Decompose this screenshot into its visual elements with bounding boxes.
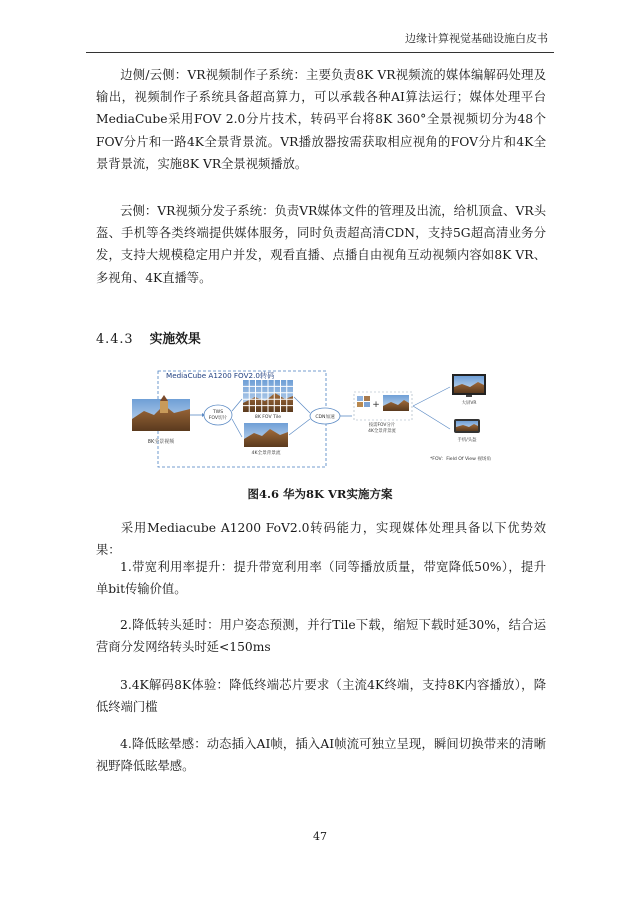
list-item-1 [96, 556, 546, 600]
plus-sign: + [372, 400, 380, 410]
section-heading [96, 328, 201, 347]
paragraph-cloud [96, 200, 546, 289]
paragraph-cloud-text: 云侧：VR视频分发子系统：负责VR媒体文件的管理及出流，给机顶盒、VR头盔、手机等各类终端提供媒体服务，同时负责超高清CDN，支持5G超高清业务分发，支持大规模稳定用户并发，观看直播、点播自由视角互动视频内容如8K VR、多视角、4K直播等。 [96, 204, 546, 285]
paragraph-edge [96, 64, 546, 175]
source-label: 8K全景视频 [147, 439, 175, 445]
tws-node [204, 405, 232, 425]
phone-device [454, 419, 480, 433]
arrow-7 [413, 387, 450, 406]
fov-subset-tiles [357, 396, 370, 407]
cdn-label: CDN加速 [315, 415, 335, 420]
page-number: 47 [313, 830, 327, 843]
arrow-3 [232, 419, 242, 437]
list-item-2-text: 2.降低转头延时：用户姿态预测，并行Tile下载，缩短下载时延30%，结合运营商分发网络转头时延<150ms [96, 618, 546, 655]
fov-label: 按需FOV分片 [368, 423, 396, 428]
figure-note: *FOV：Field Of View 视场角 [430, 457, 492, 462]
running-header: 边缘计算视觉基础设施白皮书 [405, 32, 548, 45]
header-rule [86, 52, 554, 53]
tws-label-2: FOV切片 [208, 416, 228, 421]
list-item-4-text: 4.降低眩晕感：动态插入AI帧，插入AI帧流可独立呈现，瞬间切换带来的清晰视野降低眩晕感。 [96, 737, 546, 774]
list-item-3 [96, 674, 546, 718]
arrow-5 [289, 419, 310, 435]
bundle-bg-image [383, 395, 409, 411]
arrow-8 [413, 406, 450, 429]
tile-label: 8K FOV Tile [254, 415, 282, 420]
figure-title: MediaCube A1200 FOV2.0转码 [166, 371, 275, 380]
tv-device [452, 374, 486, 397]
arrow-2 [232, 399, 242, 411]
paragraph-edge-text: 边侧/云侧：VR视频制作子系统：主要负责8K VR视频流的媒体编解码处理及输出，视频制作子系统具备超高算力，可以承载各种AI算法运行；媒体处理平台MediaCube采用FOV 2.0分片技术，转码平台将8K 360°全景视频切分为48个FOV分片和一路4K全景背景流。VR播放器按需获取相应视角的FOV分片和4K全景背景流，实施8K VR全景视频播放。 [96, 68, 546, 171]
list-item-2 [96, 614, 546, 658]
bg-label-2: 4K全景背景流 [368, 429, 396, 434]
background-image [244, 423, 288, 447]
source-image [132, 395, 190, 431]
section-number: 4.4.3 [96, 332, 134, 347]
tws-label-1: TWS [212, 410, 224, 415]
section-title: 实施效果 [149, 332, 201, 347]
fov-tile-grid [243, 380, 293, 412]
tv-label: 大屏VR [461, 401, 477, 406]
list-item-3-text: 3.4K解码8K体验：降低终端芯片要求（主流4K终端，支持8K内容播放），降低终端门槛 [96, 678, 546, 715]
arrow-4 [294, 397, 310, 413]
list-item-1-text: 1.带宽利用率提升：提升带宽利用率（同等播放质量，带宽降低50%），提升单bit传输价值。 [96, 560, 546, 597]
paragraph-intro [96, 517, 546, 561]
architecture-figure [130, 365, 510, 480]
list-item-4 [96, 733, 546, 777]
figure-caption: 图4.6 华为8K VR实施方案 [247, 487, 393, 501]
phone-label: 手机/头盔 [457, 438, 477, 443]
bg-label: 4K全景背景流 [251, 451, 281, 456]
paragraph-intro-text: 采用Mediacube A1200 FoV2.0转码能力，实现媒体处理具备以下优势效果： [96, 521, 546, 558]
